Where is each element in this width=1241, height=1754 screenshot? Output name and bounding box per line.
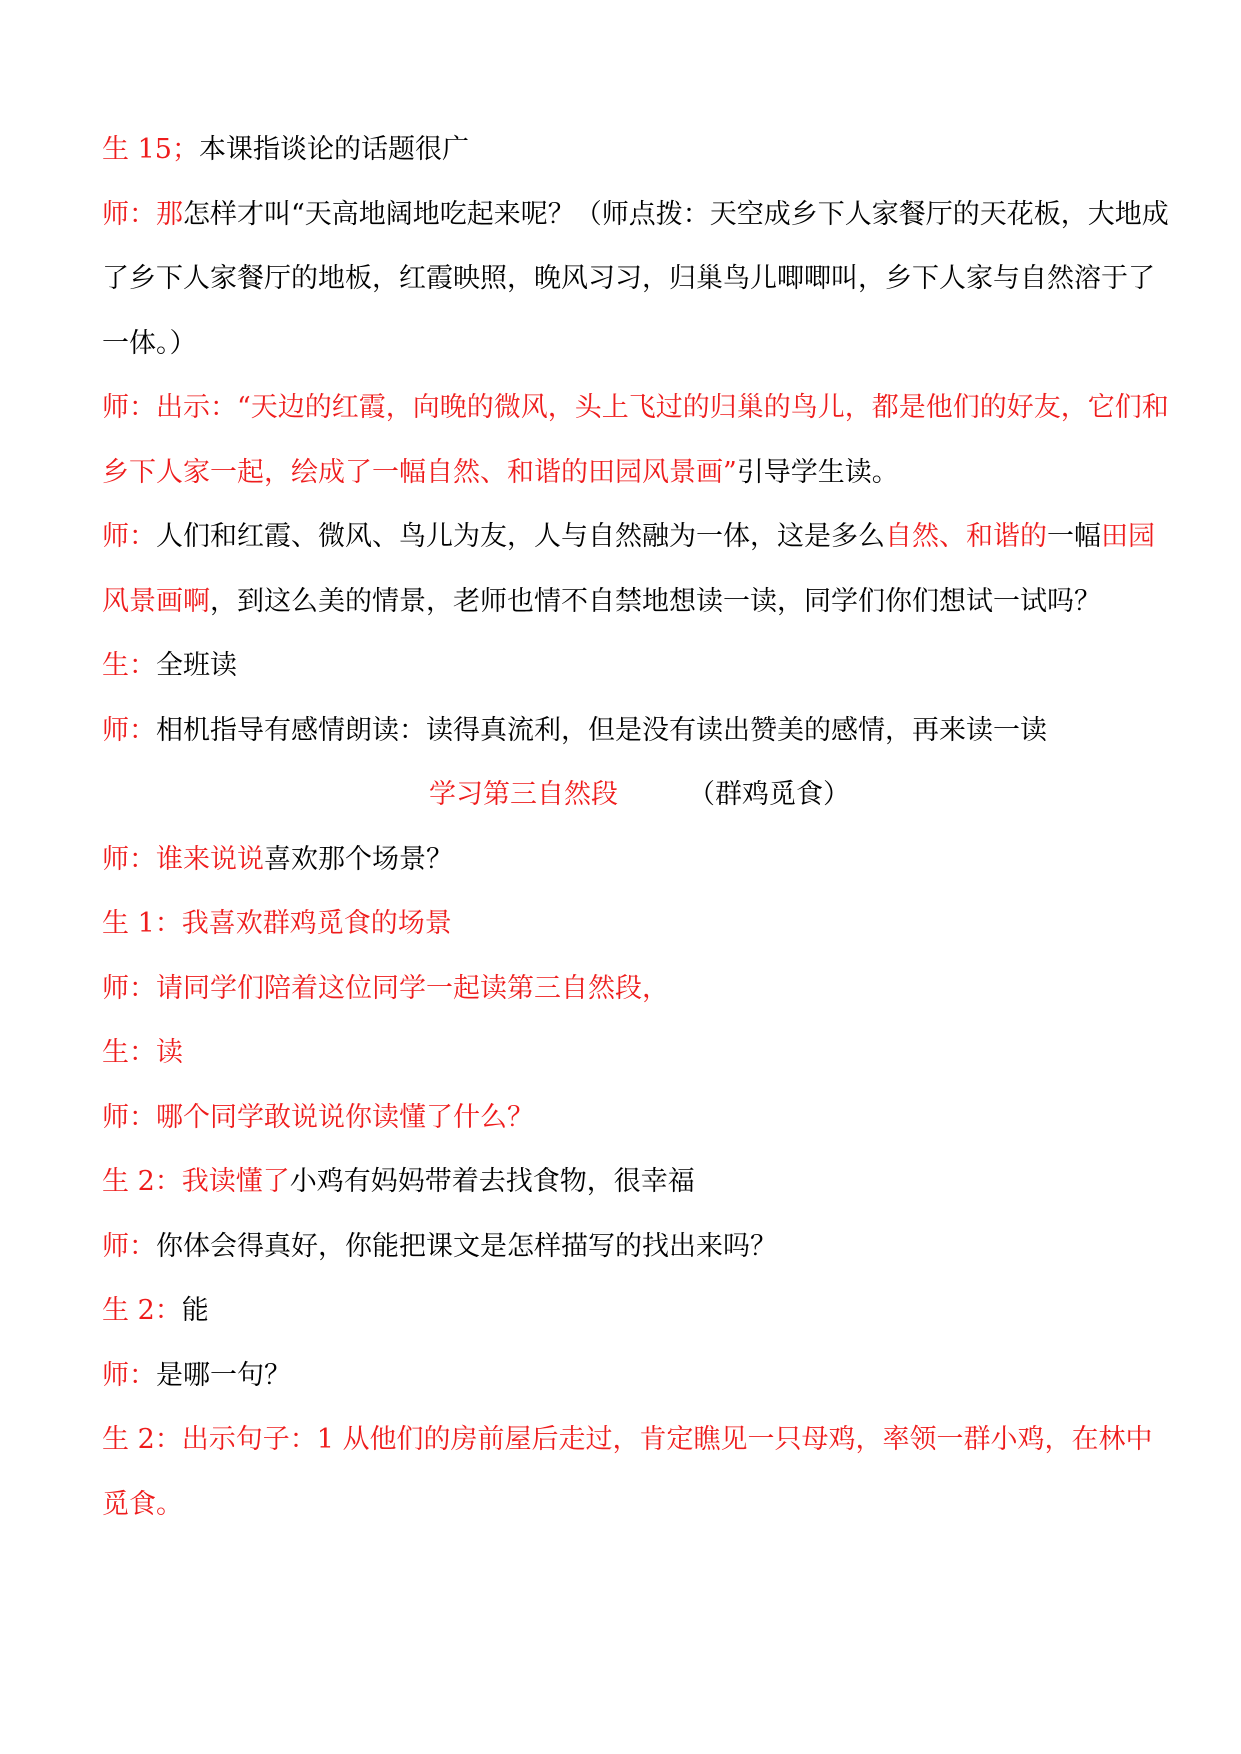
speaker-label: 生： [102, 650, 156, 681]
paragraph-6 [102, 699, 1177, 764]
paragraph-text: ，到这么美的情景，老师也情不自禁地想读一读，同学们你们想试一试吗？ [210, 585, 1101, 617]
speaker-label: 生 15； [102, 134, 199, 165]
speaker-label: 师：那 [102, 198, 183, 230]
paragraph-13 [102, 1150, 1177, 1215]
speaker-label: 师： [102, 521, 156, 552]
paragraph-2 [102, 183, 1177, 377]
paragraph-text: 你体会得真好，你能把课文是怎样描写的找出来吗？ [156, 1230, 777, 1262]
highlighted-text: 自然、和谐的 [885, 521, 1047, 552]
paragraph-17 [102, 1408, 1177, 1537]
paragraph-4 [102, 505, 1177, 634]
paragraph-text-red: 生：读 [102, 1037, 183, 1068]
paragraph-1 [102, 118, 1177, 183]
paragraph-text: 怎样才叫“天高地阔地吃起来呢？（师点拨：天空成乡下人家餐厅的天花板，大地成了乡下人家餐厅的地板，红霞映照，晚风习习，归巢鸟儿唧唧叫，乡下人家与自然溶于了一体。） [102, 198, 1169, 359]
section-heading [102, 763, 1177, 828]
paragraph-text: 全班读 [156, 650, 237, 681]
paragraph-8 [102, 828, 1177, 893]
paragraph-text: 本课指谈论的话题很广 [198, 134, 469, 165]
paragraph-text-red: 生 1：我喜欢群鸡觅食的场景 [102, 908, 452, 939]
paragraph-text-red: 师：请同学们陪着这位同学一起读第三自然段， [102, 972, 669, 1004]
paragraph-text: 人们和红霞、微风、鸟儿为友，人与自然融为一体，这是多么 [156, 521, 885, 552]
speaker-label: 师：谁来说说 [102, 843, 264, 875]
paragraph-12 [102, 1086, 1177, 1151]
paragraph-text: 喜欢那个场景？ [264, 843, 453, 875]
section-heading-subtitle: （群鸡觅食） [688, 779, 850, 810]
paragraph-text: 是哪一句？ [156, 1359, 291, 1391]
highlighted-text: 田园风景画啊 [102, 521, 1155, 617]
paragraph-text: 引导学生读。 [736, 456, 899, 488]
paragraph-5 [102, 634, 1177, 699]
paragraph-14 [102, 1215, 1177, 1280]
paragraph-16 [102, 1344, 1177, 1409]
paragraph-10 [102, 957, 1177, 1022]
paragraph-text: 相机指导有感情朗读：读得真流利，但是没有读出赞美的感情，再来读一读 [156, 714, 1047, 746]
paragraph-15 [102, 1279, 1177, 1344]
speaker-label: 师： [102, 714, 156, 746]
highlighted-quote: 师：出示：“天边的红霞，向晚的微风，头上飞过的归巢的鸟儿，都是他们的好友，它们和乡下人家一起，绘成了一幅自然、和谐的田园风景画” [102, 392, 1169, 488]
paragraph-3 [102, 376, 1177, 505]
paragraph-text-red: 师：哪个同学敢说说你读懂了什么？ [102, 1101, 534, 1133]
paragraph-text: 一幅 [1047, 521, 1101, 552]
section-heading-title: 学习第三自然段 [429, 779, 618, 810]
document-page [102, 118, 1177, 1537]
paragraph-text: 能 [181, 1295, 209, 1326]
paragraph-11 [102, 1021, 1177, 1086]
speaker-label: 师： [102, 1359, 156, 1391]
speaker-label: 生 2： [102, 1295, 182, 1326]
speaker-label: 师： [102, 1230, 156, 1262]
paragraph-text: 小鸡有妈妈带着去找食物，很幸福 [289, 1166, 695, 1197]
paragraph-text-red: 生 2：出示句子：1 从他们的房前屋后走过，肯定瞧见一只母鸡，率领一群小鸡，在林中觅食。 [102, 1424, 1153, 1520]
speaker-label: 生 2：我读懂了 [102, 1166, 290, 1197]
paragraph-9 [102, 892, 1177, 957]
